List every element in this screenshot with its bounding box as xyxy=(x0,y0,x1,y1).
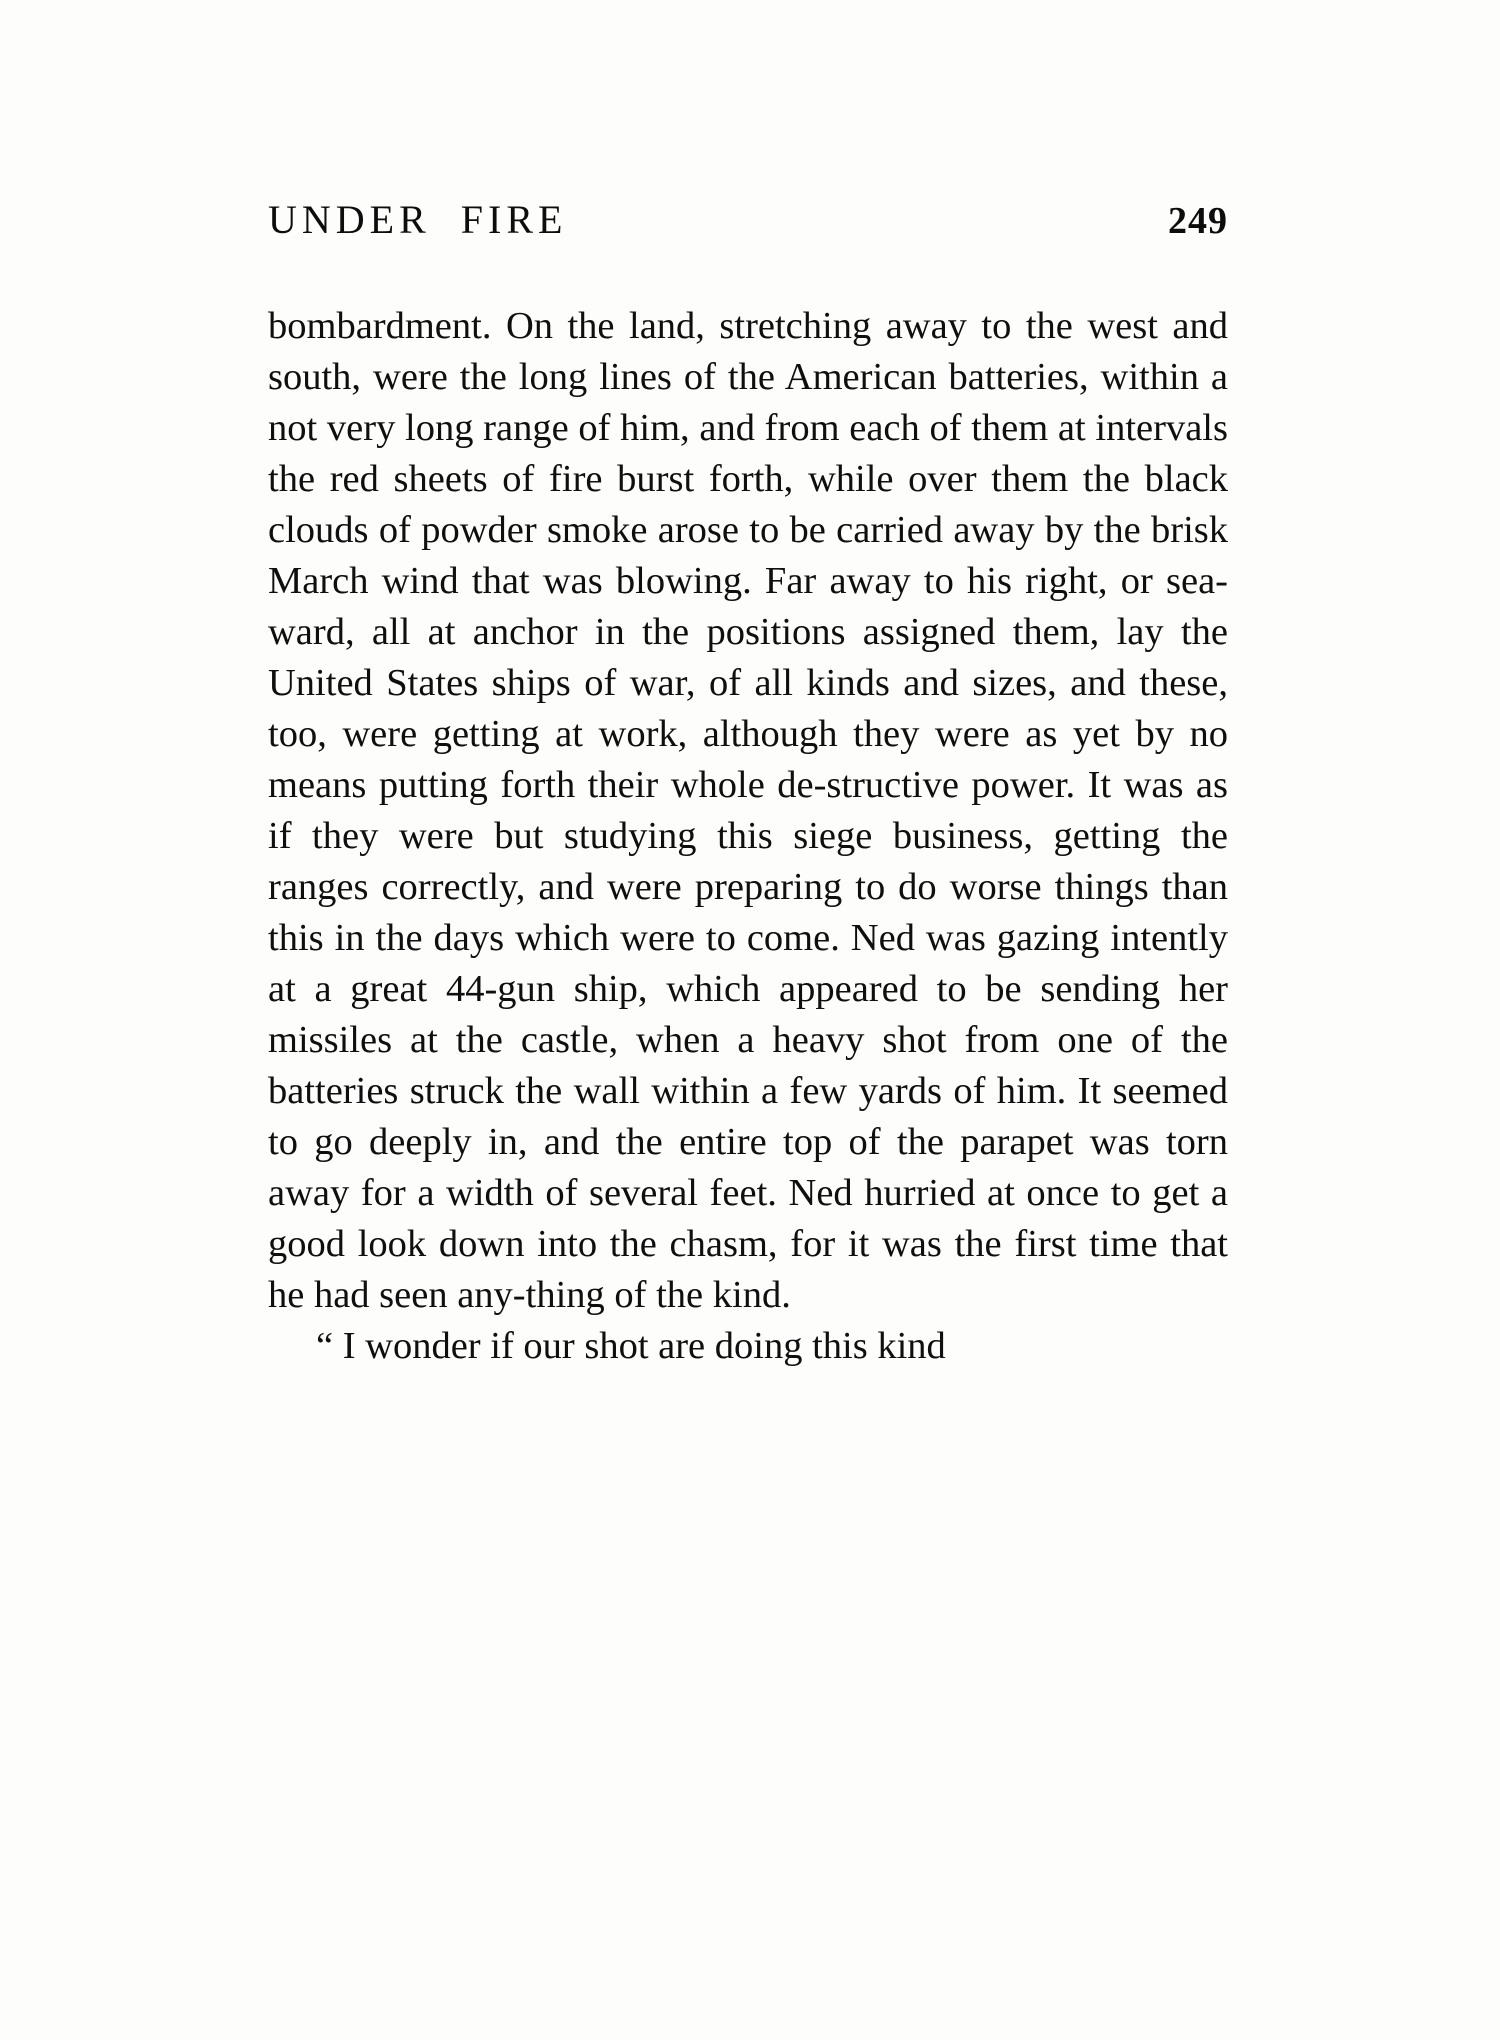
page-title: UNDER FIRE xyxy=(268,197,568,242)
page-content xyxy=(268,196,1228,1372)
body-text xyxy=(268,301,1228,1372)
paragraph: bombardment. On the land, stretching away to the west and south, were the long lines of the American batteries, within a not very long range of him, and from each of them at intervals the red sheets of fire burst forth, while over them the black clouds of powder smoke arose to be carried away by the brisk March wind that was blowing. Far away to his right, or sea-ward, all at anchor in the positions assigned them, lay the United States ships of war, of all kinds and sizes, and these, too, were getting at work, although they were as yet by no means putting forth their whole de-structive power. It was as if they were but studying this siege business, getting the ranges correctly, and were preparing to do worse things than this in the days which were to come. Ned was gazing intently at a great 44-gun ship, which appeared to be sending her missiles at the castle, when a heavy shot from one of the batteries struck the wall within a few yards of him. It seemed to go deeply in, and the entire top of the parapet was torn away for a width of several feet. Ned hurried at once to get a good look down into the chasm, for it was the first time that he had seen any-thing of the kind. xyxy=(268,305,1228,1316)
page-number: 249 xyxy=(1168,200,1228,242)
running-head xyxy=(268,196,1228,243)
paragraph: “ I wonder if our shot are doing this kind xyxy=(316,1325,946,1367)
